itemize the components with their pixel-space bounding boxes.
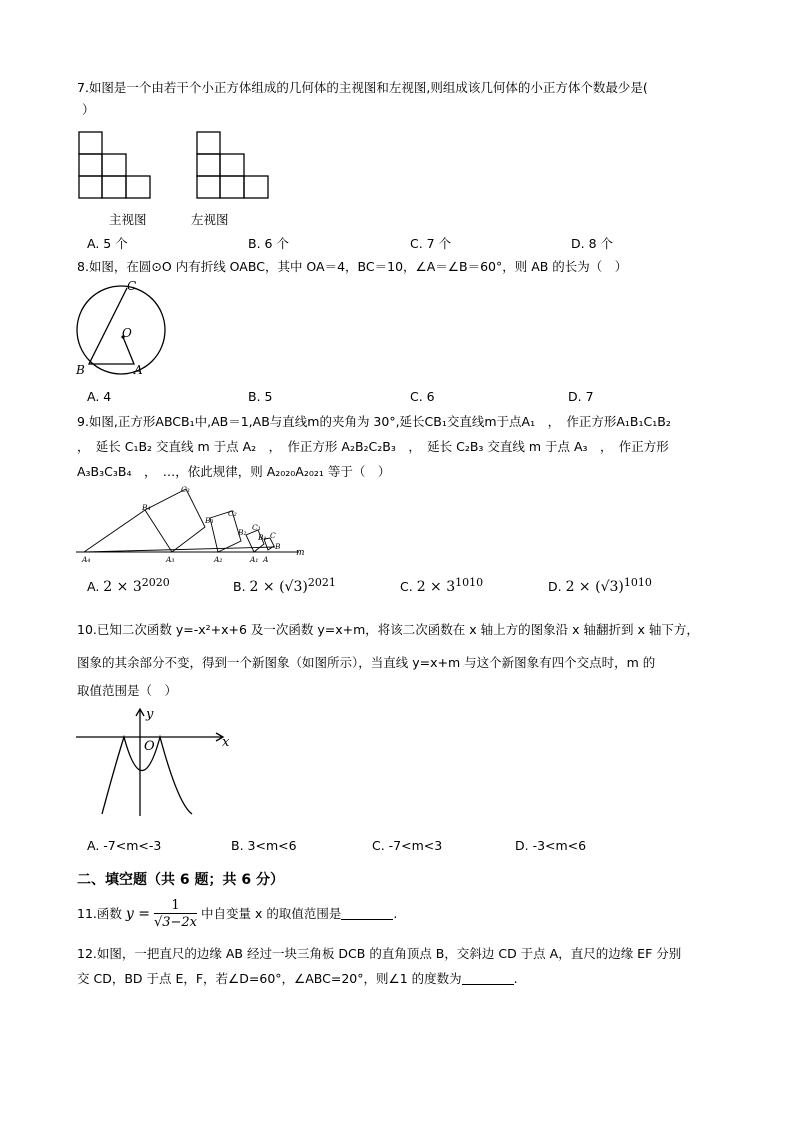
q8-circle-figure [72, 280, 172, 378]
q9-text-line3: A₃B₃C₃B₄ ， …，依此规律，则 A₂₀₂₀A₂₀₂₁ 等于（ ） [77, 464, 391, 479]
q9-label-b1: B₁ [258, 533, 267, 542]
q8-option-d[interactable]: D. 7 [568, 389, 594, 404]
q9-option-c[interactable]: C. $2 \times 3^{1010}$ [400, 576, 484, 596]
q9-label-b2: B₂ [238, 528, 247, 537]
q9-label-b4: B₄ [142, 503, 151, 512]
q9-label-m: m [296, 548, 305, 558]
q9-option-d[interactable]: D. $2 \times (√3)^{1010}$ [548, 576, 652, 596]
q10-label-y: y [146, 707, 154, 722]
q7-front-view [78, 131, 152, 199]
q11-lhs: y = [125, 906, 150, 922]
q12-text-line2: 交 CD，BD 于点 E，F，若∠D=60°，∠ABC=20°，则∠1 的度数为 . [77, 971, 518, 986]
q10-graph-figure [72, 704, 237, 818]
q11-fraction [154, 898, 197, 931]
q7-option-a[interactable]: A. 5 个 [87, 236, 128, 251]
q10-label-o: O [144, 739, 155, 754]
q8-option-b[interactable]: B. 5 [248, 389, 273, 404]
q9-text-line1: 9.如图,正方形ABCB₁中,AB＝1,AB与直线m的夹角为 30°,延长CB₁交直线m于点A₁ ， 作正方形A₁B₁C₁B₂ [77, 414, 671, 429]
q9-squares-figure [74, 486, 314, 566]
q9-text-line2: ， 延长 C₁B₂ 交直线 m 于点 A₂ ， 作正方形 A₂B₂C₂B₃ ， 延长 C₂B₃ 交直线 m 于点 A₃ ， 作正方形 [77, 439, 669, 454]
q11-denominator: √3−2x [153, 915, 198, 930]
q7-left-view [196, 131, 270, 199]
q9-label-c3: C₃ [181, 486, 190, 494]
q11-numerator: 1 [154, 898, 197, 914]
q10-option-a[interactable]: A. -7<m<-3 [87, 838, 162, 853]
q11-answer-blank[interactable] [341, 905, 393, 920]
q12-text-line1: 12.如图，一把直尺的边缘 AB 经过一块三角板 DCB 的直角顶点 B，交斜边 CD 于点 A，直尺的边缘 EF 分别 [77, 946, 682, 961]
q7-label-left: 左视图 [191, 212, 229, 227]
q9-label-c2: C₂ [228, 509, 237, 518]
q8-label-o: O [122, 326, 132, 340]
q9-label-b3: B₃ [205, 516, 214, 525]
q10-text-line2: 图象的其余部分不变，得到一个新图象（如图所示），当直线 y=x+m 与这个新图象有四个交点时，m 的 [77, 655, 656, 670]
q9-label-a2: A₂ [214, 555, 223, 564]
q8-option-a[interactable]: A. 4 [87, 389, 112, 404]
q9-label-a1: A₁ [250, 555, 259, 564]
q12-answer-blank[interactable] [462, 970, 514, 985]
q9-label-c1: C₁ [252, 523, 261, 532]
q11-prefix: 11.函数 [77, 906, 122, 921]
q10-option-d[interactable]: D. -3<m<6 [515, 838, 587, 853]
q10-option-c[interactable]: C. -7<m<3 [372, 838, 443, 853]
q8-label-a: A [134, 363, 143, 377]
q9-label-c: C [270, 531, 276, 540]
q10-text-line1: 10.已知二次函数 y=-x²+x+6 及一次函数 y=x+m，将该二次函数在 x 轴上方的图象沿 x 轴翻折到 x 轴下方， [77, 622, 699, 637]
q9-label-a4: A₄ [82, 555, 91, 564]
q7-text-line2: ） [82, 102, 95, 117]
q7-option-c[interactable]: C. 7 个 [410, 236, 452, 251]
q10-option-b[interactable]: B. 3<m<6 [231, 838, 297, 853]
q8-label-b: B [76, 363, 85, 377]
q9-option-a[interactable]: A. $2 \times 3^{2020}$ [87, 576, 170, 596]
q8-label-c: C [127, 280, 137, 293]
q11-line: 11.函数 y = $\frac{1}{√3-2x}$ 中自变量 x 的取值范围是 . [77, 898, 398, 930]
q9-label-b: B [275, 542, 281, 551]
q9-square-3 [145, 489, 205, 552]
q10-label-x: x [222, 735, 230, 750]
q9-label-a3: A₃ [166, 555, 175, 564]
q7-option-b[interactable]: B. 6 个 [248, 236, 289, 251]
q11-suffix: 中自变量 x 的取值范围是 [201, 906, 342, 921]
q9-option-b[interactable]: B. $2 \times (√3)^{2021}$ [233, 576, 336, 596]
q8-option-c[interactable]: C. 6 [410, 389, 435, 404]
q7-option-d[interactable]: D. 8 个 [571, 236, 613, 251]
section-heading-fill-in: 二、填空题（共 6 题；共 6 分） [77, 872, 284, 888]
q10-text-line3: 取值范围是（ ） [77, 683, 178, 698]
q9-label-a: A [263, 555, 269, 564]
q7-label-front: 主视图 [109, 212, 147, 227]
q8-text: 8.如图，在圆⊙O 内有折线 OABC，其中 OA＝4，BC＝10，∠A＝∠B＝60°，则 AB 的长为（ ） [77, 259, 628, 274]
q7-text-line1: 7.如图是一个由若干个小正方体组成的几何体的主视图和左视图,则组成该几何体的小正方体个数最少是( [77, 80, 648, 95]
